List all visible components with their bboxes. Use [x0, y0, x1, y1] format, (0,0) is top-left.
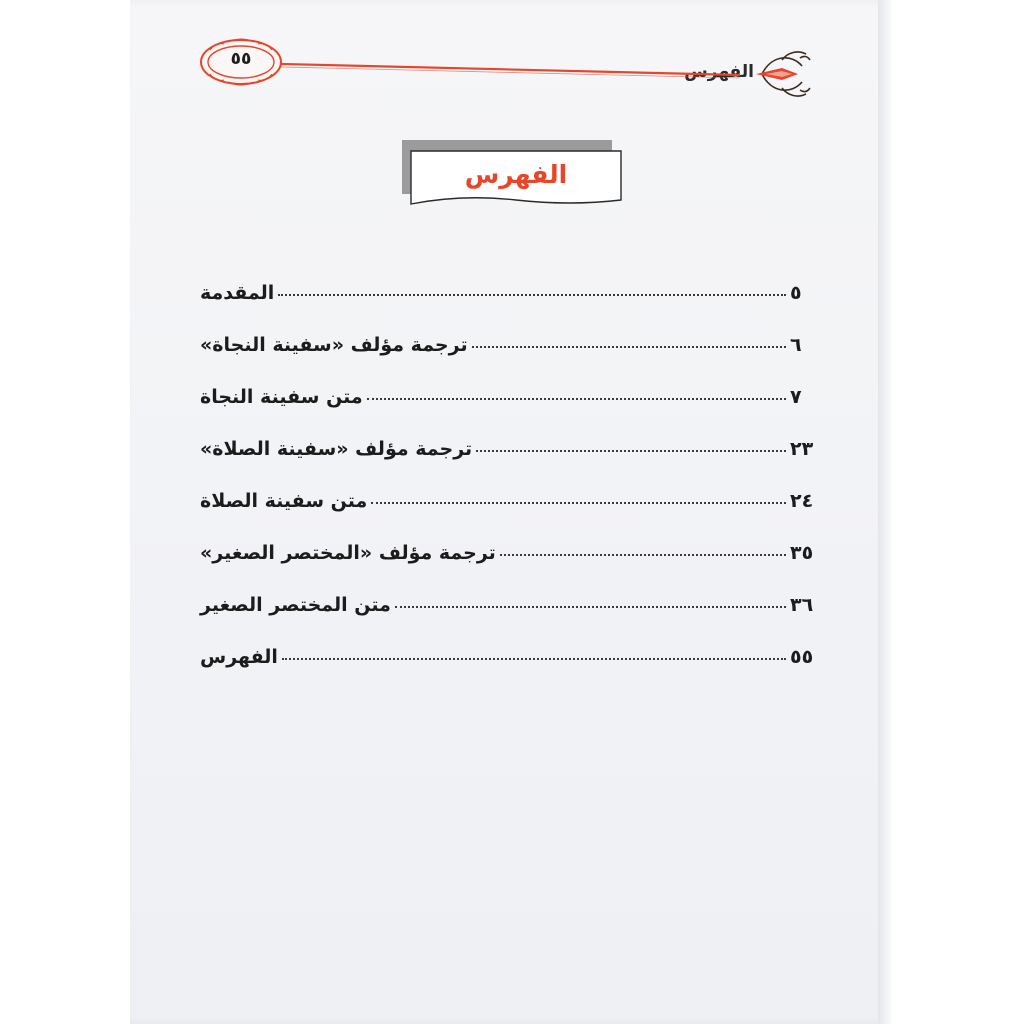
page-edge	[878, 0, 894, 1024]
toc-entry-page: ٦	[790, 334, 802, 356]
toc-entry-label: المقدمة	[200, 282, 275, 304]
dot-leader	[395, 606, 786, 608]
dot-leader	[472, 346, 786, 348]
toc-entry-page: ٥	[790, 282, 802, 304]
dot-leader	[371, 502, 786, 504]
toc-entry-label: ترجمة مؤلف «المختصر الصغير»	[200, 542, 496, 564]
toc-entry	[200, 518, 820, 570]
toc-entry-page: ٢٣	[790, 438, 814, 460]
page-title: الفهرس	[464, 160, 568, 189]
table-of-contents	[200, 258, 820, 674]
toc-entry	[200, 414, 820, 466]
toc-entry	[200, 466, 820, 518]
toc-entry	[200, 258, 820, 310]
toc-entry-label: الفهرس	[200, 646, 278, 668]
toc-entry-label: متن سفينة الصلاة	[200, 490, 368, 512]
toc-entry-page: ٧	[790, 386, 802, 408]
dot-leader	[278, 294, 786, 296]
dot-leader	[367, 398, 786, 400]
running-header-title: الفهرس	[684, 62, 754, 82]
toc-entry-label: ترجمة مؤلف «سفينة النجاة»	[200, 334, 468, 356]
toc-entry	[200, 310, 820, 362]
arabesque-ornament-icon	[752, 44, 822, 104]
toc-entry-label: متن المختصر الصغير	[200, 594, 391, 616]
header-rule	[240, 54, 740, 84]
dot-leader	[476, 450, 786, 452]
page-number: ٥٥	[230, 49, 252, 69]
toc-entry-page: ٣٥	[790, 542, 814, 564]
toc-entry	[200, 622, 820, 674]
toc-entry-label: متن سفينة النجاة	[200, 386, 363, 408]
dot-leader	[282, 658, 786, 660]
toc-entry-page: ٥٥	[790, 646, 814, 668]
toc-entry-label: ترجمة مؤلف «سفينة الصلاة»	[200, 438, 473, 460]
toc-entry	[200, 362, 820, 414]
toc-entry-page: ٣٦	[790, 594, 814, 616]
dot-leader	[500, 554, 786, 556]
toc-entry	[200, 570, 820, 622]
toc-entry-page: ٢٤	[790, 490, 814, 512]
